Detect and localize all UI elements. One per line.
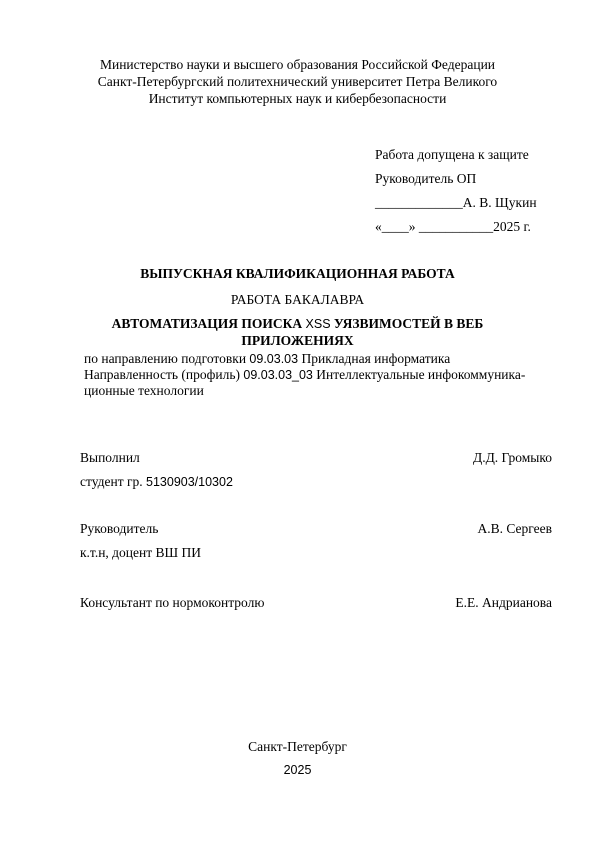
footer-year: 2025	[283, 763, 312, 777]
ministry-line: Министерство науки и высшего образования Российской Федерации	[99, 57, 496, 72]
footer-city: Санкт-Петербург	[248, 739, 347, 754]
approval-admitted: Работа допущена к защите	[375, 147, 529, 162]
direction-name: Прикладная информатика	[298, 351, 451, 366]
work-type-title: ВЫПУСКНАЯ КВАЛИФИКАЦИОННАЯ РАБОТА	[140, 266, 455, 281]
university-line: Санкт-Петербургский политехнический университет Петра Великого	[97, 74, 498, 89]
topic-title-line1	[0, 316, 595, 332]
profile-continuation: ционные технологии	[84, 383, 204, 398]
approval-signature: _____________А. В. Щукин	[375, 195, 537, 210]
direction-code: 09.03.03	[249, 352, 299, 366]
topic-part2: УЯЗВИМОСТЕЙ В ВЕБ	[330, 316, 484, 331]
consultant-label: Консультант по нормоконтролю	[80, 595, 265, 610]
supervisor-role: к.т.н, доцент ВШ ПИ	[80, 545, 201, 560]
approval-head-op: Руководитель ОП	[375, 171, 477, 186]
performer-name: Д.Д. Громыко	[473, 450, 552, 465]
performer-role-prefix: студент гр.	[80, 474, 147, 489]
direction-prefix: по направлению подготовки	[84, 351, 250, 366]
topic-xss: XSS	[305, 317, 331, 331]
consultant-name: Е.Е. Андрианова	[455, 595, 552, 610]
topic-title-line2: ПРИЛОЖЕНИЯХ	[241, 333, 354, 348]
performer-group: 5130903/10302	[146, 475, 233, 489]
work-subtype: РАБОТА БАКАЛАВРА	[230, 292, 365, 307]
direction-line	[84, 351, 450, 367]
profile-line	[84, 367, 525, 383]
supervisor-label: Руководитель	[80, 521, 159, 536]
profile-prefix: Направленность (профиль)	[84, 367, 244, 382]
performer-role	[80, 474, 233, 490]
institute-line: Институт компьютерных наук и кибербезопасности	[148, 91, 447, 106]
topic-part1: АВТОМАТИЗАЦИЯ ПОИСКА	[111, 316, 306, 331]
approval-date: «____» ___________2025 г.	[375, 219, 531, 234]
profile-code: 09.03.03_03	[243, 368, 313, 382]
supervisor-name: А.В. Сергеев	[477, 521, 552, 536]
profile-name: Интеллектуальные инфокоммуника-	[312, 367, 526, 382]
performer-label: Выполнил	[80, 450, 140, 465]
